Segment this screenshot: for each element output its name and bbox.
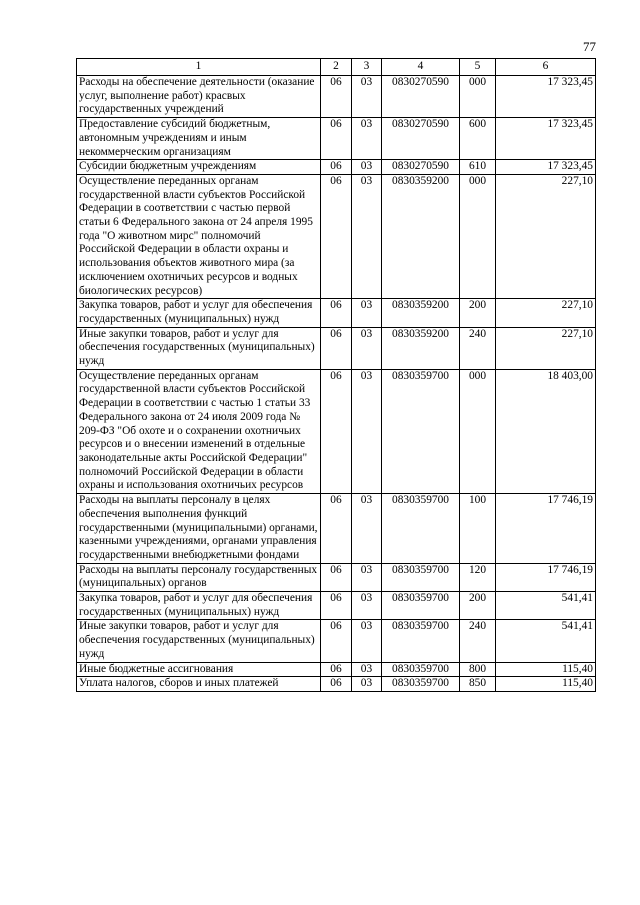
row-expense-type: 800 <box>460 662 496 677</box>
row-expense-type: 120 <box>460 563 496 591</box>
row-target-code: 0830359200 <box>382 299 460 327</box>
table-row <box>77 662 596 677</box>
row-amount: 227,10 <box>496 327 596 369</box>
table-row <box>77 299 596 327</box>
row-section: 06 <box>321 118 352 160</box>
row-subsection: 03 <box>352 662 382 677</box>
table-row <box>77 369 596 493</box>
row-subsection: 03 <box>352 494 382 564</box>
row-amount: 17 746,19 <box>496 563 596 591</box>
table-row <box>77 160 596 175</box>
row-section: 06 <box>321 563 352 591</box>
table-row <box>77 620 596 662</box>
row-amount: 227,10 <box>496 299 596 327</box>
row-section: 06 <box>321 662 352 677</box>
row-subsection: 03 <box>352 160 382 175</box>
row-subsection: 03 <box>352 118 382 160</box>
row-subsection: 03 <box>352 677 382 692</box>
row-name: Осуществление переданных органам государственной власти субъектов Российской Федерации в соответствии с частью 1 статьи 33 Федерального закона от 24 июля 2009 года № 209-ФЗ "Об охоте и о сохранении охотничьих ресурсов и о внесении изменений в отдельные законодательные акты Российской Федерации" полномочий Российской Федерации в области охраны и использования охотничьих ресурсов <box>77 369 321 493</box>
row-target-code: 0830270590 <box>382 76 460 118</box>
row-amount: 115,40 <box>496 677 596 692</box>
row-expense-type: 100 <box>460 494 496 564</box>
table-row <box>77 592 596 620</box>
row-amount: 17 323,45 <box>496 118 596 160</box>
row-name: Закупка товаров, работ и услуг для обеспечения государственных (муниципальных) нужд <box>77 299 321 327</box>
page-number: 77 <box>583 39 596 54</box>
row-amount: 18 403,00 <box>496 369 596 493</box>
row-expense-type: 000 <box>460 369 496 493</box>
table-row <box>77 494 596 564</box>
row-name: Иные закупки товаров, работ и услуг для обеспечения государственных (муниципальных) нужд <box>77 620 321 662</box>
table-row <box>77 563 596 591</box>
row-subsection: 03 <box>352 299 382 327</box>
row-section: 06 <box>321 592 352 620</box>
row-target-code: 0830359700 <box>382 620 460 662</box>
row-subsection: 03 <box>352 369 382 493</box>
table-row <box>77 76 596 118</box>
row-subsection: 03 <box>352 327 382 369</box>
row-section: 06 <box>321 369 352 493</box>
row-amount: 541,41 <box>496 592 596 620</box>
row-section: 06 <box>321 677 352 692</box>
row-target-code: 0830359700 <box>382 677 460 692</box>
row-name: Расходы на выплаты персоналу государственных (муниципальных) органов <box>77 563 321 591</box>
row-target-code: 0830359200 <box>382 174 460 298</box>
row-section: 06 <box>321 160 352 175</box>
header-col-2: 2 <box>321 59 352 76</box>
row-section: 06 <box>321 327 352 369</box>
row-expense-type: 000 <box>460 76 496 118</box>
row-section: 06 <box>321 76 352 118</box>
header-col-4: 4 <box>382 59 460 76</box>
row-amount: 17 323,45 <box>496 76 596 118</box>
row-name: Субсидии бюджетным учреждениям <box>77 160 321 175</box>
row-target-code: 0830359700 <box>382 662 460 677</box>
row-section: 06 <box>321 174 352 298</box>
header-col-3: 3 <box>352 59 382 76</box>
row-name: Иные закупки товаров, работ и услуг для обеспечения государственных (муниципальных) нужд <box>77 327 321 369</box>
row-target-code: 0830359700 <box>382 494 460 564</box>
header-col-1: 1 <box>77 59 321 76</box>
row-expense-type: 850 <box>460 677 496 692</box>
row-amount: 115,40 <box>496 662 596 677</box>
row-amount: 227,10 <box>496 174 596 298</box>
row-name: Закупка товаров, работ и услуг для обеспечения государственных (муниципальных) нужд <box>77 592 321 620</box>
row-amount: 541,41 <box>496 620 596 662</box>
row-section: 06 <box>321 494 352 564</box>
row-subsection: 03 <box>352 620 382 662</box>
row-name: Расходы на выплаты персоналу в целях обеспечения выполнения функций государственными (муниципальными) органами, казенными учреждениями, органами управления государственными внебюджетными фондами <box>77 494 321 564</box>
row-name: Уплата налогов, сборов и иных платежей <box>77 677 321 692</box>
header-col-5: 5 <box>460 59 496 76</box>
table-row <box>77 118 596 160</box>
row-name: Осуществление переданных органам государственной власти субъектов Российской Федерации в соответствии с частью первой статьи 6 Федерального закона от 24 апреля 1995 года "О животном мирс" полномочий Российской Федерации в области охраны и использования объектов животного мира (за исключением охотничьих ресурсов и водных биологических ресурсов) <box>77 174 321 298</box>
row-target-code: 0830359700 <box>382 563 460 591</box>
row-subsection: 03 <box>352 76 382 118</box>
row-subsection: 03 <box>352 174 382 298</box>
row-expense-type: 610 <box>460 160 496 175</box>
row-section: 06 <box>321 299 352 327</box>
row-expense-type: 600 <box>460 118 496 160</box>
row-target-code: 0830270590 <box>382 118 460 160</box>
row-expense-type: 200 <box>460 592 496 620</box>
table-row <box>77 174 596 298</box>
table-row <box>77 677 596 692</box>
row-amount: 17 323,45 <box>496 160 596 175</box>
row-target-code: 0830270590 <box>382 160 460 175</box>
row-name: Предоставление субсидий бюджетным, автономным учреждениям и иным некоммерческим организациям <box>77 118 321 160</box>
row-expense-type: 240 <box>460 327 496 369</box>
header-col-6: 6 <box>496 59 596 76</box>
row-expense-type: 240 <box>460 620 496 662</box>
row-subsection: 03 <box>352 592 382 620</box>
budget-table <box>76 58 596 692</box>
row-section: 06 <box>321 620 352 662</box>
row-expense-type: 200 <box>460 299 496 327</box>
row-name: Расходы на обеспечение деятельности (оказание услуг, выполнение работ) красвых государственных учреждений <box>77 76 321 118</box>
row-amount: 17 746,19 <box>496 494 596 564</box>
row-target-code: 0830359700 <box>382 592 460 620</box>
row-subsection: 03 <box>352 563 382 591</box>
table-row <box>77 327 596 369</box>
row-expense-type: 000 <box>460 174 496 298</box>
table-header-row <box>77 59 596 76</box>
row-target-code: 0830359200 <box>382 327 460 369</box>
row-target-code: 0830359700 <box>382 369 460 493</box>
row-name: Иные бюджетные ассигнования <box>77 662 321 677</box>
